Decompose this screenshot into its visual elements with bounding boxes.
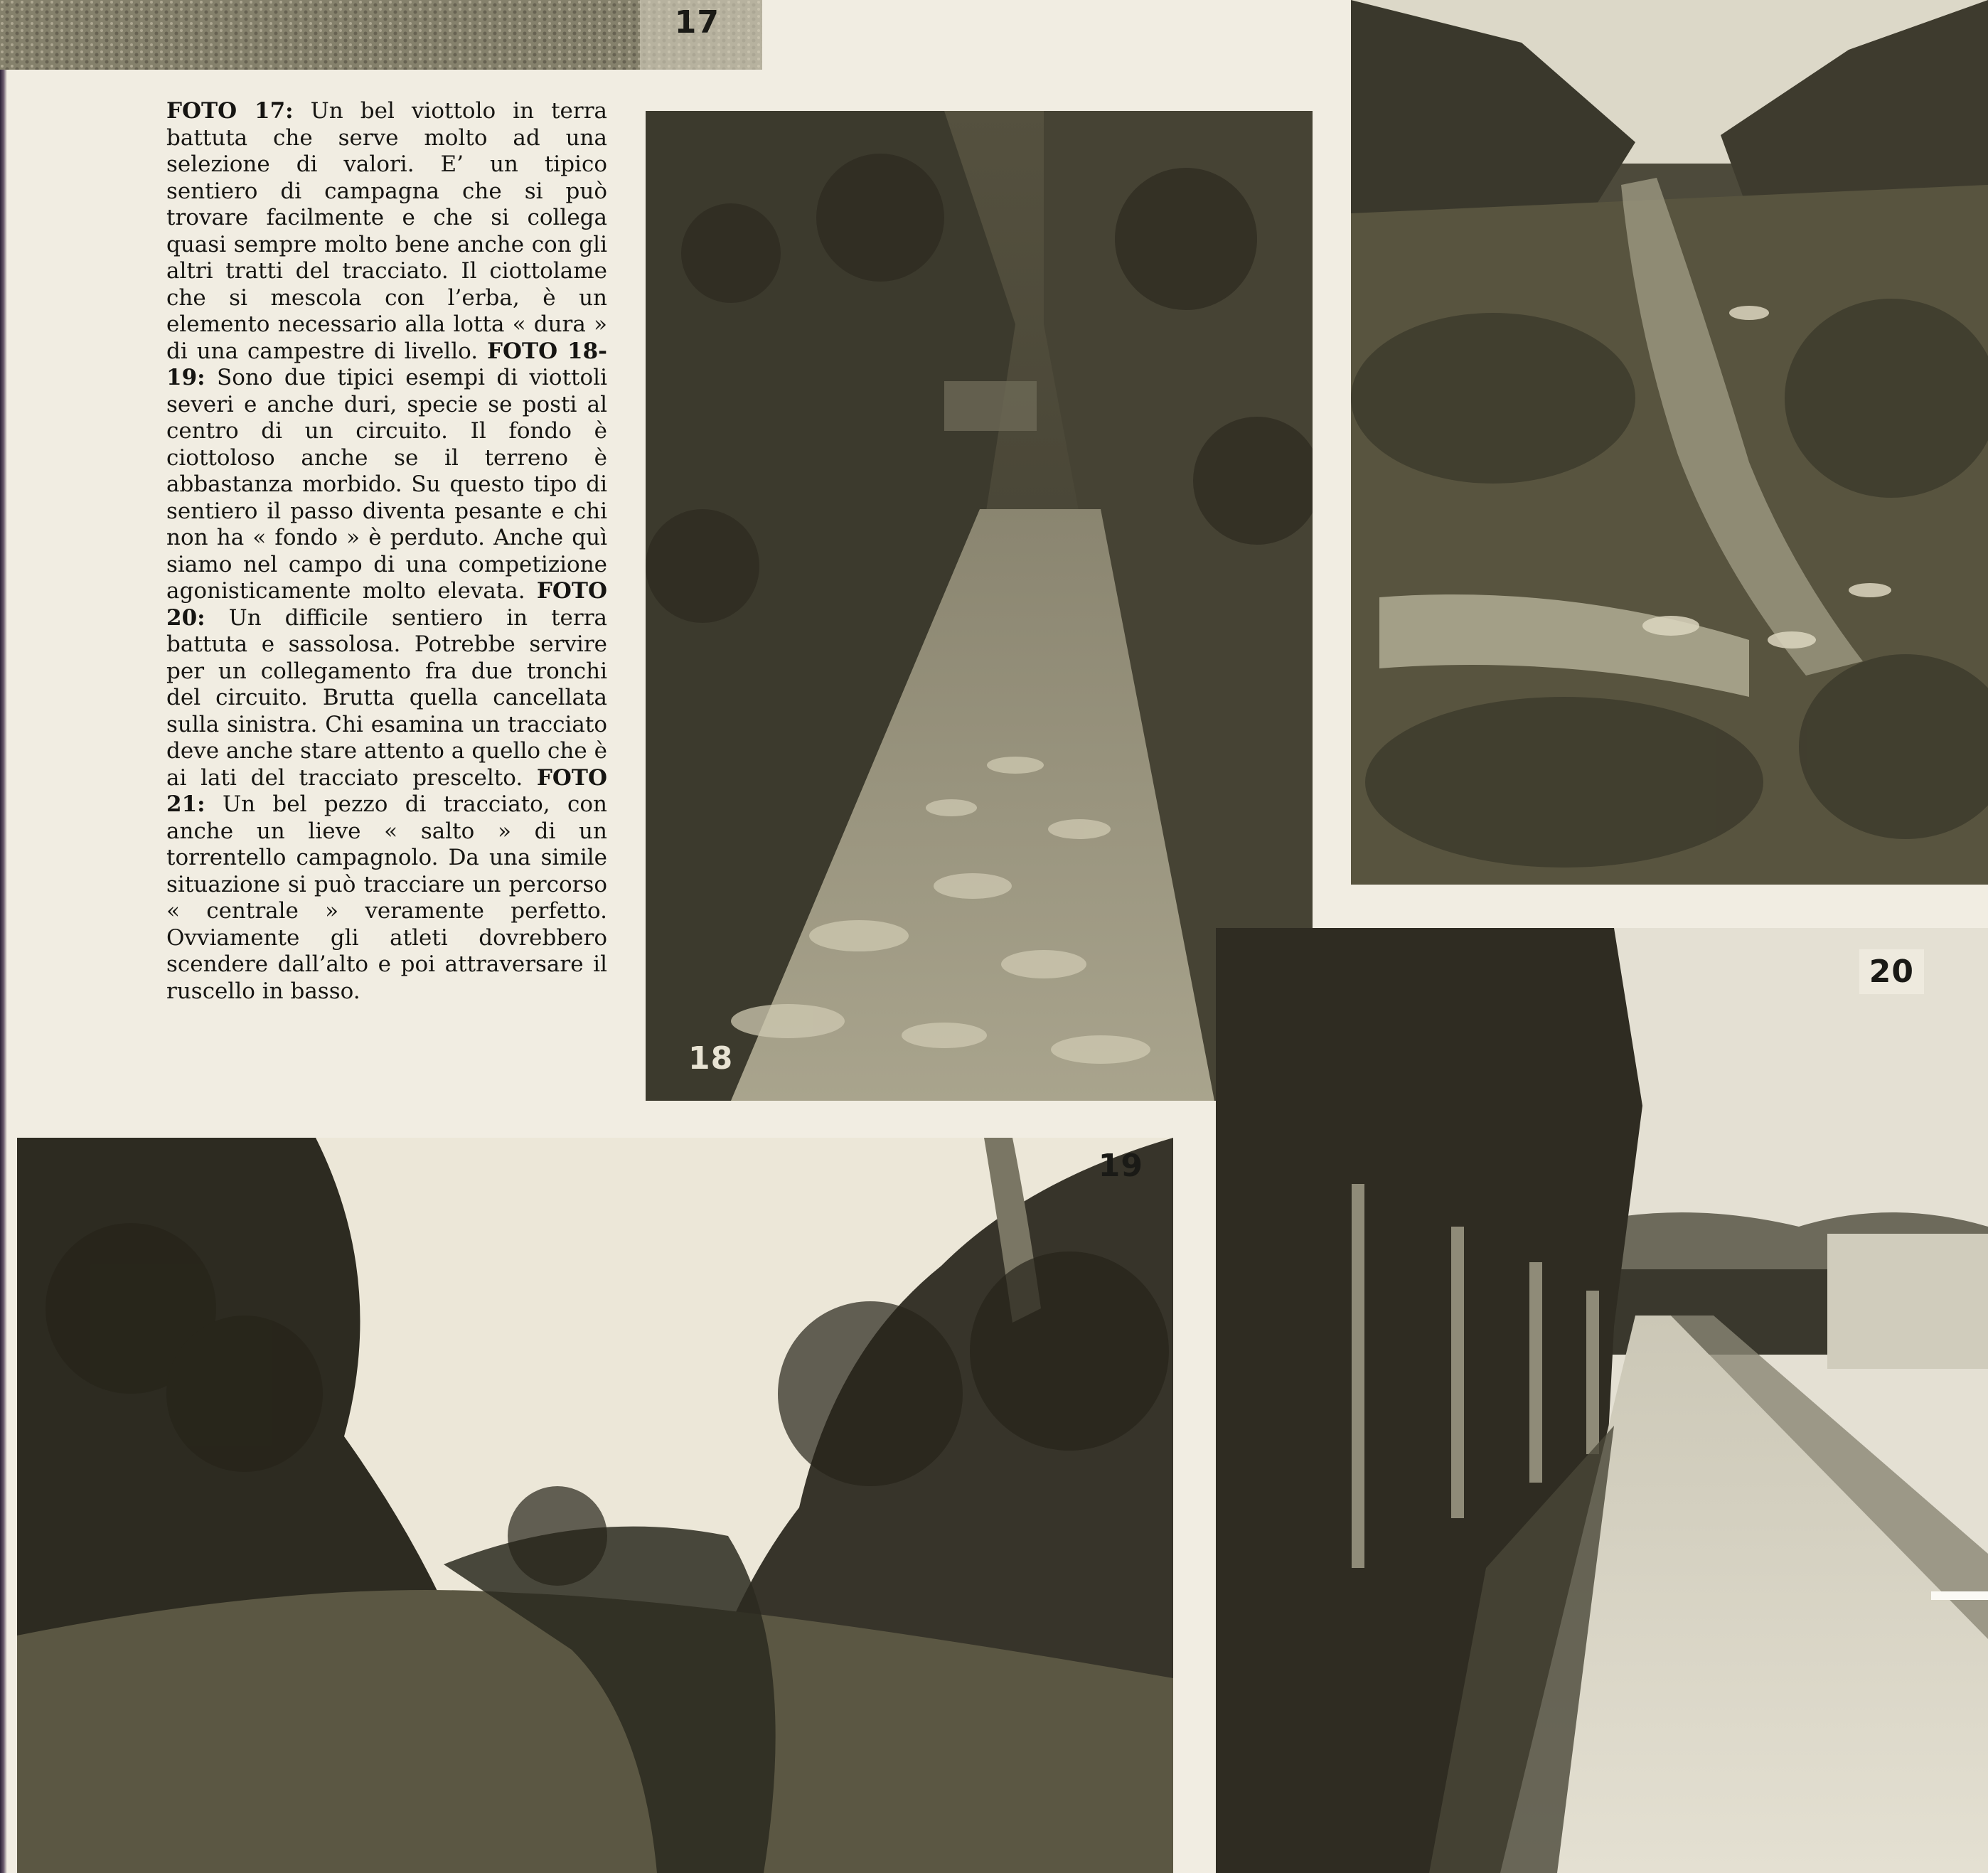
photo-17 [0,0,762,70]
caption-text-foto-20: Un difficile sentiero in terra battuta e sassolosa. Potrebbe servire per un collegamento fra due tronchi del circuito. Brutta quella cancellata sulla sinistra. Chi esamina un tracciato deve anche stare attento a quello che è ai lati del tracciato prescelto. [166,604,608,791]
photo-21 [1351,0,1988,885]
caption-text-foto-21: Un bel pezzo di tracciato, con anche un lieve « salto » di un torrentello campagnolo. Da una simile situazione si può tracciare un percorso « centrale » veramente perfetto. Ovviamente gli atleti dovrebbero scendere dall’alto e poi attraversare il ruscello in basso. [166,791,608,1004]
photo-number-20-box [1859,949,1924,994]
caption-label-foto-21: FOTO 21: [166,764,607,817]
caption-label-foto-20: FOTO 20: [166,578,608,631]
caption-label-foto-18-19: FOTO 18-19: [166,338,608,390]
photo-number-20: 20 [1869,954,1914,990]
photo-number-19: 19 [1098,1148,1143,1184]
photo-19 [17,1138,1173,1873]
photo-number-17: 17 [674,4,720,41]
photo-number-18: 18 [688,1040,734,1077]
caption-text-foto-18-19: Sono due tipici esempi di viottoli severi e anche duri, specie se posti al centro di un circuito. Il fondo è ciottoloso anche se il terreno è abbastanza morbido. Su questo tipo di sentiero il passo diventa pesante e chi non ha « fondo » è perduto. Anche quì siamo nel campo di una competizione agonisticamente molto elevata. [166,365,608,604]
binding-edge [0,70,7,1873]
photo-20 [1216,928,1988,1873]
caption-text [166,98,607,1005]
edge-mark [1931,1591,1988,1600]
photo-18 [646,111,1313,1101]
caption-label-foto-17: FOTO 17: [166,98,294,124]
caption-text-foto-17: Un bel viottolo in terra battuta che serve molto ad una selezione di valori. E’ un tipico sentiero di campagna che si può trovare facilmente e che si collega quasi sempre molto bene anche con gli altri tratti del tracciato. Il ciottolame che si mescola con l’erba, è un elemento necessario alla lotta « dura » di una campestre di livello. [166,98,608,364]
